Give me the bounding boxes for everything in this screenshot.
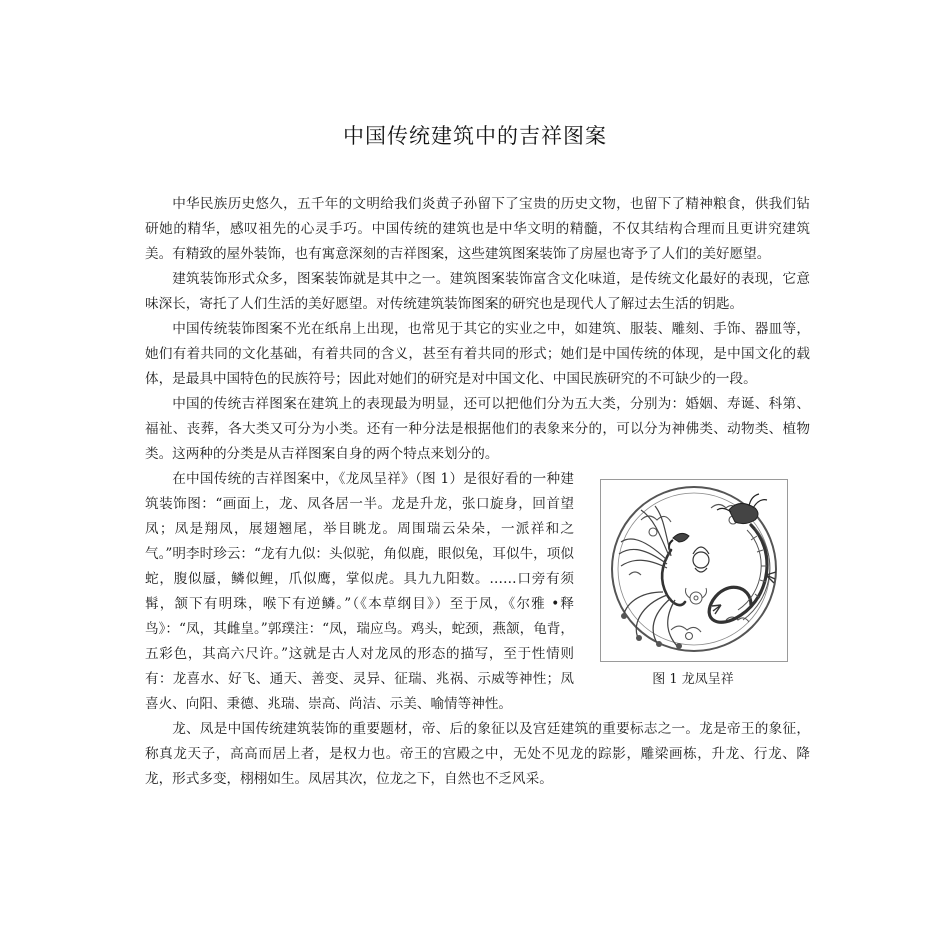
article-body [145,192,810,792]
figure-caption: 图 1 龙凤呈祥 [652,672,734,687]
paragraph-3: 中国传统装饰图案不光在纸帛上出现，也常见于其它的实业之中，如建筑、服装、雕刻、手饰、器皿等，她们有着共同的文化基础，有着共同的含义，甚至有着共同的形式；她们是中国传统的体现，是中国文化的载体，是最具中国特色的民族符号；因此对她们的研究是对中国文化、中国民族研究的不可缺少的一段。 [145,321,810,387]
figure-image-frame [600,479,788,662]
paragraph-6: 龙、凤是中国传统建筑装饰的重要题材，帝、后的象征以及宫廷建筑的重要标志之一。龙是帝王的象征，称真龙天子，高高而居上者，是权力也。帝王的宫殿之中，无处不见龙的踪影，雕梁画栋，升龙、行龙、降龙，形式多变，栩栩如生。凤居其次，位龙之下，自然也不乏风采。 [145,721,810,787]
paragraph-1: 中华民族历史悠久，五千年的文明给我们炎黄子孙留下了宝贵的历史文物，也留下了精神粮食，供我们钻研她的精华，感叹祖先的心灵手巧。中国传统的建筑也是中华文明的精髓，不仅其结构合理而且更讲究建筑美。有精致的屋外装饰，也有寓意深刻的吉祥图案，这些建筑图案装饰了房屋也寄予了人们的美好愿望。 [145,196,810,262]
paragraph-5: 在中国传统的吉祥图案中，《龙凤呈祥》（图 1）是很好看的一种建筑装饰图：“画面上，龙、凤各居一半。龙是升龙，张口旋身，回首望凤；凤是翔凤，展翅翘尾，举目眺龙。周围瑞云朵朵，一派祥和之气。”明李时珍云：“龙有九似：头似驼，角似鹿，眼似兔，耳似牛，项似蛇，腹似蜃，鳞似鲤，爪似鹰，掌似虎。具九九阳数。……口旁有须髯，颔下有明珠，喉下有逆鳞。”（《本草纲目》）至于凤，《尔雅 •释鸟》：“凤，其雌皇。”郭璞注：“凤，瑞应鸟。鸡头，蛇颈，燕颔，龟背，五彩色，其高六尺许。”这就是古人对龙凤的形态的描写，至于性情则有：龙喜水、好飞、通天、善变、灵异、征瑞、兆祸、示威等神性；凤喜火、向阳、秉德、兆瑞、崇高、尚洁、示美、喻情等神性。 [145,471,574,712]
figure-1 [600,479,790,690]
paragraph-2: 建筑装饰形式众多，图案装饰就是其中之一。建筑图案装饰富含文化味道，是传统文化最好的表现，它意味深长，寄托了人们生活的美好愿望。对传统建筑装饰图案的研究也是现代人了解过去生活的钥匙。 [145,271,810,312]
dragon-phoenix-image [601,480,787,661]
page-title: 中国传统建筑中的吉祥图案 [343,124,607,148]
paragraph-4: 中国的传统吉祥图案在建筑上的表现最为明显，还可以把他们分为五大类，分别为：婚姻、寿诞、科第、福祉、丧葬，各大类又可分为小类。还有一种分法是根据他们的表象来分的，可以分为神佛类、动物类、植物类。这两种的分类是从吉祥图案自身的两个特点来划分的。 [145,396,810,462]
